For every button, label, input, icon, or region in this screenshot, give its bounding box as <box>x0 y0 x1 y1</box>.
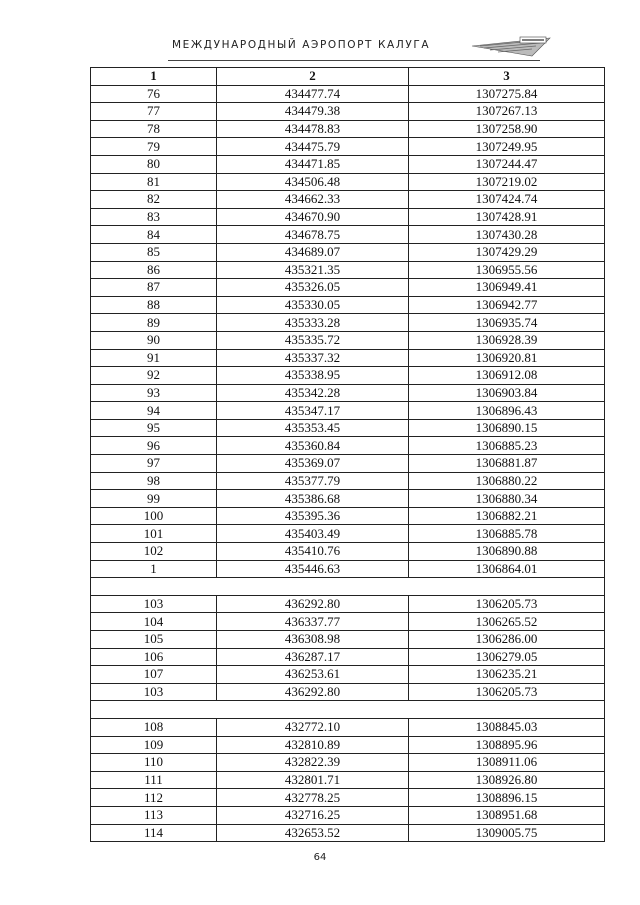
table-cell: 1308926.80 <box>409 771 605 789</box>
table-cell: 432778.25 <box>217 789 409 807</box>
table-cell: 435326.05 <box>217 279 409 297</box>
table-cell: 435330.05 <box>217 296 409 314</box>
table-cell: 434479.38 <box>217 103 409 121</box>
table-cell: 80 <box>91 155 217 173</box>
table-cell: 79 <box>91 138 217 156</box>
table-cell: 434670.90 <box>217 208 409 226</box>
table-cell: 1306279.05 <box>409 648 605 666</box>
coordinates-table <box>90 67 605 842</box>
table-row <box>91 771 605 789</box>
table-cell: 436253.61 <box>217 666 409 684</box>
table-row <box>91 490 605 508</box>
page-header <box>172 36 552 58</box>
table-cell: 112 <box>91 789 217 807</box>
table-cell: 85 <box>91 243 217 261</box>
table-row <box>91 419 605 437</box>
table-cell: 105 <box>91 631 217 649</box>
table-row <box>91 331 605 349</box>
table-cell: 1307428.91 <box>409 208 605 226</box>
table-row <box>91 314 605 332</box>
table-cell: 1307219.02 <box>409 173 605 191</box>
table-cell: 1307249.95 <box>409 138 605 156</box>
table-cell: 435321.35 <box>217 261 409 279</box>
column-header: 1 <box>91 68 217 86</box>
table-row <box>91 208 605 226</box>
table-cell: 77 <box>91 103 217 121</box>
separator-cell <box>91 578 605 596</box>
table-cell: 436292.80 <box>217 683 409 701</box>
table-cell: 434475.79 <box>217 138 409 156</box>
table-cell: 87 <box>91 279 217 297</box>
table-cell: 1307258.90 <box>409 120 605 138</box>
table-cell: 1306890.88 <box>409 543 605 561</box>
table-cell: 89 <box>91 314 217 332</box>
table-cell: 434678.75 <box>217 226 409 244</box>
table-cell: 1306205.73 <box>409 683 605 701</box>
airport-logo-icon <box>470 36 552 58</box>
table-cell: 83 <box>91 208 217 226</box>
table-cell: 436308.98 <box>217 631 409 649</box>
table-cell: 108 <box>91 718 217 736</box>
table-row <box>91 191 605 209</box>
table-cell: 111 <box>91 771 217 789</box>
table-cell: 1306885.78 <box>409 525 605 543</box>
table-row <box>91 120 605 138</box>
table-cell: 1308951.68 <box>409 806 605 824</box>
table-cell: 1307267.13 <box>409 103 605 121</box>
table-cell: 1309005.75 <box>409 824 605 842</box>
table-row <box>91 367 605 385</box>
table-cell: 103 <box>91 683 217 701</box>
table-cell: 94 <box>91 402 217 420</box>
table-cell: 96 <box>91 437 217 455</box>
table-row <box>91 754 605 772</box>
table-cell: 435347.17 <box>217 402 409 420</box>
table-cell: 1306935.74 <box>409 314 605 332</box>
table-row <box>91 718 605 736</box>
table-cell: 432810.89 <box>217 736 409 754</box>
table-row <box>91 507 605 525</box>
table-row <box>91 613 605 631</box>
table-cell: 1307244.47 <box>409 155 605 173</box>
table-row <box>91 384 605 402</box>
table-row <box>91 279 605 297</box>
table-cell: 1306955.56 <box>409 261 605 279</box>
table-cell: 434477.74 <box>217 85 409 103</box>
column-header: 3 <box>409 68 605 86</box>
table-cell: 434689.07 <box>217 243 409 261</box>
table-cell: 1306864.01 <box>409 560 605 578</box>
table-cell: 1306896.43 <box>409 402 605 420</box>
table-cell: 93 <box>91 384 217 402</box>
table-separator-row <box>91 578 605 596</box>
table-cell: 1307275.84 <box>409 85 605 103</box>
table-cell: 436292.80 <box>217 595 409 613</box>
table-row <box>91 226 605 244</box>
table-row <box>91 631 605 649</box>
table-cell: 1306880.22 <box>409 472 605 490</box>
table-cell: 106 <box>91 648 217 666</box>
header-title: МЕЖДУНАРОДНЫЙ АЭРОПОРТ КАЛУГА <box>172 39 431 51</box>
table-cell: 435386.68 <box>217 490 409 508</box>
table-separator-row <box>91 701 605 719</box>
table-cell: 84 <box>91 226 217 244</box>
table-row <box>91 560 605 578</box>
table-cell: 435377.79 <box>217 472 409 490</box>
table-cell: 1306912.08 <box>409 367 605 385</box>
table-row <box>91 103 605 121</box>
table-cell: 76 <box>91 85 217 103</box>
table-row <box>91 789 605 807</box>
table-cell: 1306235.21 <box>409 666 605 684</box>
table-cell: 1307430.28 <box>409 226 605 244</box>
table-cell: 435360.84 <box>217 437 409 455</box>
table-cell: 103 <box>91 595 217 613</box>
table-cell: 102 <box>91 543 217 561</box>
table-cell: 1306928.39 <box>409 331 605 349</box>
table-cell: 1306890.15 <box>409 419 605 437</box>
table-cell: 432772.10 <box>217 718 409 736</box>
table-cell: 114 <box>91 824 217 842</box>
table-row <box>91 648 605 666</box>
table-cell: 432801.71 <box>217 771 409 789</box>
table-row <box>91 472 605 490</box>
column-header: 2 <box>217 68 409 86</box>
table-cell: 1308845.03 <box>409 718 605 736</box>
table-cell: 435337.32 <box>217 349 409 367</box>
table-cell: 1307424.74 <box>409 191 605 209</box>
table-cell: 97 <box>91 455 217 473</box>
table-row <box>91 455 605 473</box>
table-cell: 90 <box>91 331 217 349</box>
header-divider <box>168 60 540 61</box>
table-cell: 81 <box>91 173 217 191</box>
table-cell: 104 <box>91 613 217 631</box>
table-cell: 434662.33 <box>217 191 409 209</box>
table-cell: 435338.95 <box>217 367 409 385</box>
table-cell: 1306903.84 <box>409 384 605 402</box>
table-row <box>91 173 605 191</box>
table-cell: 101 <box>91 525 217 543</box>
table-cell: 95 <box>91 419 217 437</box>
table-cell: 434506.48 <box>217 173 409 191</box>
table-cell: 1306885.23 <box>409 437 605 455</box>
table-row <box>91 296 605 314</box>
table-row <box>91 85 605 103</box>
table-cell: 435333.28 <box>217 314 409 332</box>
table-cell: 1307429.29 <box>409 243 605 261</box>
table-row <box>91 806 605 824</box>
table-cell: 82 <box>91 191 217 209</box>
table-cell: 1306881.87 <box>409 455 605 473</box>
table-cell: 98 <box>91 472 217 490</box>
table-cell: 435369.07 <box>217 455 409 473</box>
table-cell: 1306286.00 <box>409 631 605 649</box>
table-cell: 434478.83 <box>217 120 409 138</box>
table-cell: 99 <box>91 490 217 508</box>
table-row <box>91 402 605 420</box>
table-cell: 1308896.15 <box>409 789 605 807</box>
table-cell: 435335.72 <box>217 331 409 349</box>
table-cell: 435395.36 <box>217 507 409 525</box>
table-row <box>91 261 605 279</box>
table-cell: 432716.25 <box>217 806 409 824</box>
table-body <box>91 85 605 842</box>
table-cell: 110 <box>91 754 217 772</box>
table-cell: 1306265.52 <box>409 613 605 631</box>
table-cell: 1 <box>91 560 217 578</box>
table-cell: 109 <box>91 736 217 754</box>
table-cell: 100 <box>91 507 217 525</box>
table-row <box>91 155 605 173</box>
table-cell: 435353.45 <box>217 419 409 437</box>
table-row <box>91 525 605 543</box>
page-number: 64 <box>313 852 327 863</box>
table-cell: 86 <box>91 261 217 279</box>
table-cell: 1306205.73 <box>409 595 605 613</box>
table-header-row <box>91 68 605 86</box>
table-cell: 88 <box>91 296 217 314</box>
table-row <box>91 595 605 613</box>
table-cell: 1306880.34 <box>409 490 605 508</box>
table-row <box>91 349 605 367</box>
table-row <box>91 666 605 684</box>
table-cell: 1306949.41 <box>409 279 605 297</box>
table-cell: 1306942.77 <box>409 296 605 314</box>
table-cell: 1306920.81 <box>409 349 605 367</box>
table-row <box>91 437 605 455</box>
table-row <box>91 736 605 754</box>
table-cell: 1308911.06 <box>409 754 605 772</box>
table-cell: 435446.63 <box>217 560 409 578</box>
table-row <box>91 243 605 261</box>
table-cell: 1308895.96 <box>409 736 605 754</box>
table-cell: 432653.52 <box>217 824 409 842</box>
table-row <box>91 543 605 561</box>
table-cell: 78 <box>91 120 217 138</box>
table-row <box>91 683 605 701</box>
table-cell: 435342.28 <box>217 384 409 402</box>
table-cell: 435403.49 <box>217 525 409 543</box>
table-cell: 436287.17 <box>217 648 409 666</box>
separator-cell <box>91 701 605 719</box>
table-cell: 1306882.21 <box>409 507 605 525</box>
table-cell: 91 <box>91 349 217 367</box>
table-cell: 432822.39 <box>217 754 409 772</box>
table-row <box>91 824 605 842</box>
table-row <box>91 138 605 156</box>
table-cell: 434471.85 <box>217 155 409 173</box>
table-cell: 92 <box>91 367 217 385</box>
table-cell: 435410.76 <box>217 543 409 561</box>
table-cell: 436337.77 <box>217 613 409 631</box>
table-cell: 107 <box>91 666 217 684</box>
table-cell: 113 <box>91 806 217 824</box>
